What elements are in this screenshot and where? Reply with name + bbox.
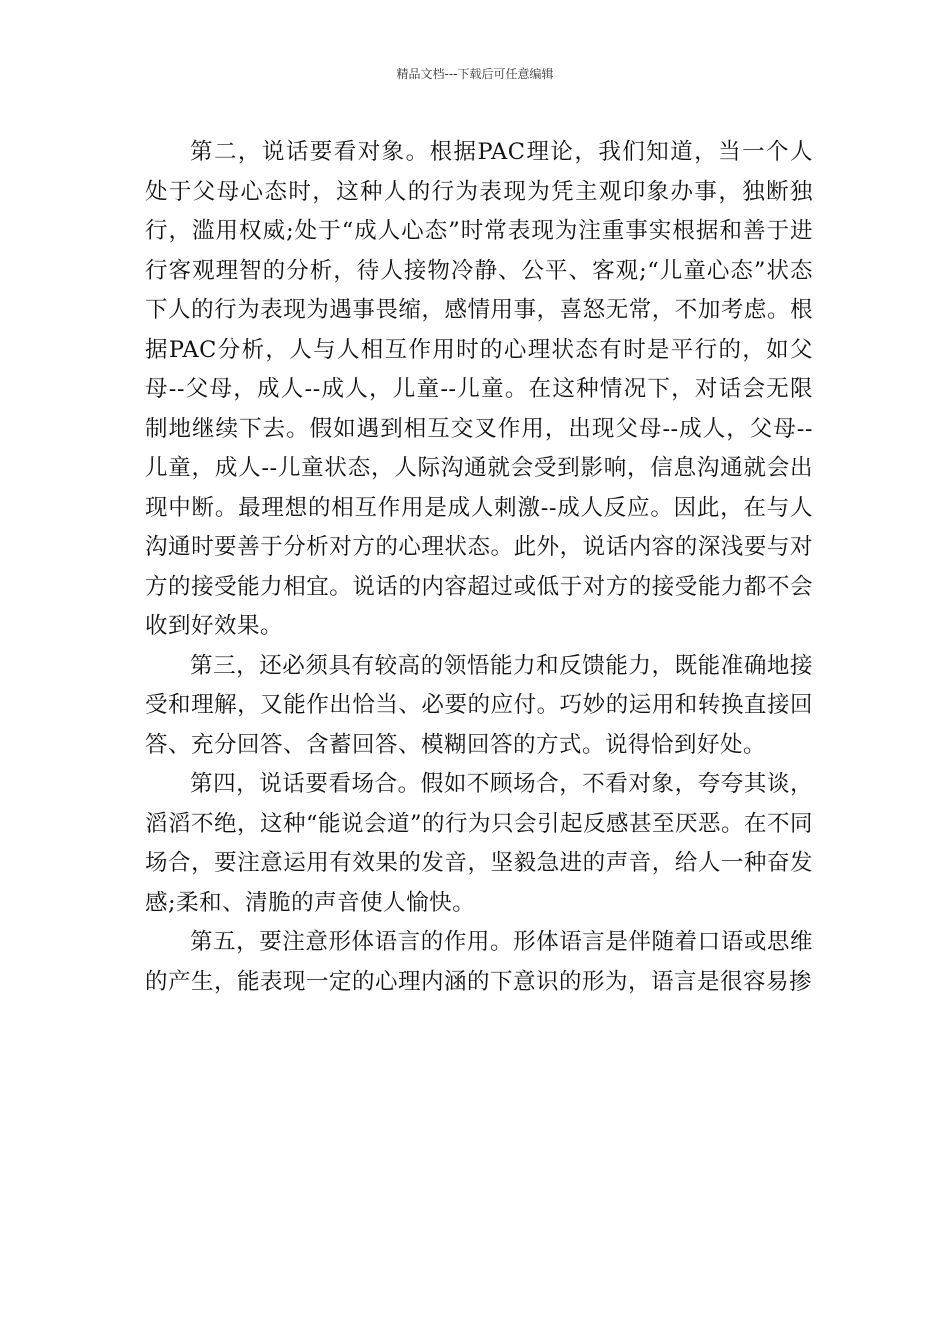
paragraph-fourth-point: 第四，说话要看场合。假如不顾场合，不看对象，夸夸其谈，滔滔不绝，这种“能说会道”的行为只会引起反感甚至厌恶。在不同场合，要注意运用有效果的发音，坚毅急进的声音，给人一种奋发感;柔和、清脆的声音使人愉快。 bbox=[145, 771, 814, 916]
page-header: 精品文档---下载后可任意编辑 bbox=[396, 67, 554, 81]
paragraph-fifth-point: 第五，要注意形体语言的作用。形体语言是伴随着口语或思维的产生，能表现一定的心理内涵的下意识的形为，语言是很容易掺 bbox=[145, 929, 813, 995]
paragraph-second-point: 第二，说话要看对象。根据PAC理论，我们知道，当一个人处于父母心态时，这种人的行为表现为凭主观印象办事，独断独行，滥用权威;处于“成人心态”时常表现为注重事实根据和善于进行客观理智的分析，待人接物冷静、公平、客观;“儿童心态”状态下人的行为表现为遇事畏缩，感情用事，喜怒无常，不加考虑。根据PAC分析，人与人相互作用时的心理状态有时是平行的，如父母--父母，成人--成人，儿童--儿童。在这种情况下，对话会无限制地继续下去。假如遇到相互交叉作用，出现父母--成人，父母--儿童，成人--儿童状态，人际沟通就会受到影响，信息沟通就会出现中断。最理想的相互作用是成人刺激--成人反应。因此，在与人沟通时要善于分析对方的心理状态。此外，说话内容的深浅要与对方的接受能力相宜。说话的内容超过或低于对方的接受能力都不会收到好效果。 bbox=[145, 139, 813, 639]
paragraph-third-point: 第三，还必须具有较高的领悟能力和反馈能力，既能准确地接受和理解，又能作出恰当、必要的应付。巧妙的运用和转换直接回答、充分回答、含蓄回答、模糊回答的方式。说得恰到好处。 bbox=[145, 652, 813, 758]
document-body bbox=[145, 133, 813, 1002]
